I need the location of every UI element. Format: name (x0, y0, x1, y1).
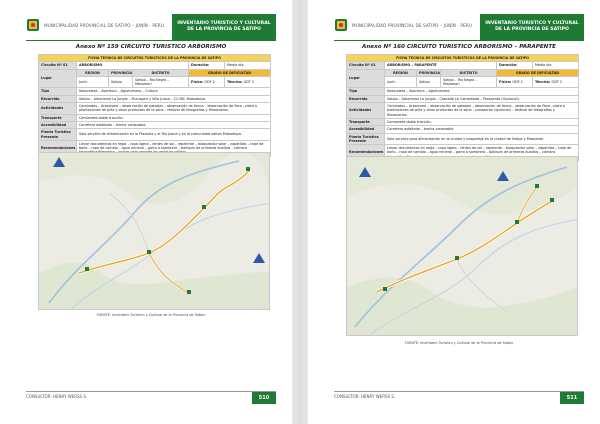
consultant-credit: CONSULTOR: HENRY WERSS S. (26, 394, 88, 399)
technical-label: Técnica: (535, 80, 551, 85)
accessibility-label: Accesibilidad (347, 126, 385, 133)
circuit-sheet-table (38, 54, 271, 157)
circuit-number-label: Circuito Nº 01 (347, 62, 385, 69)
page-number: 510 (252, 392, 276, 404)
municipality-name: MUNICIPALIDAD PROVINCIAL DE SATIPO – JUNÍN - PERU (44, 23, 164, 28)
recommendations-label: Recomendaciones (347, 145, 385, 161)
map-marker-icon (515, 220, 519, 224)
header-title-box (480, 14, 584, 40)
district-header: DISTRITO (441, 69, 497, 76)
circuit-name: ARBORISMO (77, 62, 189, 69)
physical-label: Física: (499, 80, 512, 85)
activities-value: Caminatas – Arborismo – observación de paisajes – observación de fauna – observación de flora –visita a plantaciones de piña y otros productos de la zona – parapente (opcional) – festival de fotografías y filmaciones. (385, 103, 579, 119)
transport-value: Camioneta doble tracción. (385, 118, 579, 125)
route-value: Satipo – Arborismo La Jungla – Pucusgari y Villa Juana – CC.NN. Matsatsiya. (77, 95, 271, 102)
recommendations-value: Llevar documentos en regla – ropa ligera – lentes de sol – repelente – bloqueador solar – zapatillas – traje de baño – ropa de cambio – agua mineral – gorro o sombrero – botiquín de primeros auxilios – cámara (77, 140, 271, 156)
page-header (334, 14, 584, 40)
map-marker-icon (187, 290, 191, 294)
type-label: Tipo (347, 88, 385, 95)
map-marker-icon (535, 184, 539, 188)
activities-label: Actividades (39, 103, 77, 115)
type-label: Tipo (39, 88, 77, 95)
header-divider (334, 40, 584, 41)
circuit-name: ARBORISMO – PARAPENTE (385, 62, 497, 69)
route-label: Recorrido (39, 95, 77, 102)
accessibility-value: Carretera asfaltada – trocha carrozable. (385, 126, 579, 133)
duration-label: Duración: (497, 62, 533, 69)
province-header: PROVINCIA (417, 69, 441, 76)
physical-label: Física: (191, 80, 204, 85)
transport-label: Transporte (39, 114, 77, 121)
technical-label: Técnica: (227, 80, 243, 85)
annex-title: Anexo Nº 159 CIRCUITO TURISTICO ARBORISMO (75, 44, 227, 50)
route-label: Recorrido (347, 95, 385, 102)
annex-title: Anexo Nº 160 CIRCUITO TURISTICO ARBORISMO – PARAPENTE (361, 44, 556, 50)
map-marker-icon (383, 287, 387, 291)
recommendations-value: Llevar documentos en regla – ropa ligera – lentes de sol – repelente – bloqueador solar – zapatillas – traje de baño – ropa de cambio – agua mineral – gorro o sombrero – botiquín de primeros auxilios – cámara (385, 145, 579, 161)
tourist-plant-value: Solo servicio de alimentación en la Plazuela y el Río Juana y en la comunidad nativa Matsatsiya. (77, 129, 271, 141)
footer-divider (334, 391, 584, 392)
sheet-caption: FICHA TECNICA DE CIRCUITOS TURISTICOS DE LA PROVINCIA DE SATIPO (347, 55, 579, 62)
header-title-box (172, 14, 276, 40)
province-value: Satipo (417, 76, 441, 88)
technical-value: GDT 2 (243, 80, 255, 85)
district-header: DISTRITO (133, 69, 189, 76)
tourist-plant-label: Planta Turística Presente (39, 129, 77, 141)
difficulty-header: GRADO DE DIFICULTAD (497, 69, 579, 76)
sheet-caption: FICHA TECNICA DE CIRCUITOS TURISTICOS DE LA PROVINCIA DE SATIPO (39, 55, 271, 62)
map-marker-icon (202, 205, 206, 209)
recommendations-label: Recomendaciones (39, 140, 77, 156)
place-label: Lugar (347, 69, 385, 88)
map-marker-icon (85, 267, 89, 271)
technical-value: GDT 2 (551, 80, 563, 85)
place-label: Lugar (39, 69, 77, 88)
type-value: Naturaleza – Aventura – Agroturismo – Cultura (77, 88, 271, 95)
circuit-number-label: Circuito Nº 01 (39, 62, 77, 69)
physical-value: GDF 2 (204, 80, 215, 85)
type-value: Naturaleza – Aventura – Agroturismo. (385, 88, 579, 95)
map-caption: FUENTE: Inventario Turístico y Cultural de la Provincia de Satipo (96, 313, 206, 317)
municipality-logo-icon (26, 18, 40, 32)
map-marker-icon (550, 198, 554, 202)
header-divider (26, 40, 276, 41)
difficulty-header: GRADO DE DIFICULTAD (189, 69, 271, 76)
page-511 (308, 0, 600, 424)
duration-label: Duración: (189, 62, 225, 69)
municipality-logo-icon (334, 18, 348, 32)
tourist-plant-value: Solo servicio para alimentación en la ciudad y hospedaje en la ciudad de Satipo y Mazamari. (385, 133, 579, 145)
page-gutter (292, 0, 308, 424)
province-header: PROVINCIA (109, 69, 133, 76)
map-marker-icon (455, 256, 459, 260)
accessibility-label: Accesibilidad (39, 121, 77, 128)
map-marker-icon (147, 250, 151, 254)
duration-value: Medio día (225, 62, 271, 69)
duration-value: Medio día (533, 62, 579, 69)
region-value: Junín (385, 76, 417, 88)
map-marker-icon (246, 167, 250, 171)
accessibility-value: Carretera asfaltada – trocha carrozable. (77, 121, 271, 128)
header-title-line1: INVENTARIO TURISTICO Y CULTURAL (177, 21, 271, 26)
province-value: Satipo (109, 76, 133, 88)
activities-value: Caminatas – Arborismo – observación de paisajes – observación de fauna – observación de flora –visita a plantaciones de piña y otros productos de la zona – festival de fotografías y filmaciones. (77, 103, 271, 115)
district-value: Satipo – Río Negro – Mazamari (441, 76, 497, 88)
district-value: Satipo – Río Negro – Mazamari (133, 76, 189, 88)
region-header: REGION (77, 69, 109, 76)
circuit-sheet-table (346, 54, 579, 161)
physical-value: GDF 2 (512, 80, 523, 85)
municipality-name: MUNICIPALIDAD PROVINCIAL DE SATIPO – JUNÍN - PERU (352, 23, 472, 28)
route-map (346, 156, 578, 336)
region-header: REGION (385, 69, 417, 76)
header-title-line2: DE LA PROVINCIA DE SATIPO (187, 27, 261, 32)
region-value: Junín (77, 76, 109, 88)
page-header (26, 14, 276, 40)
activities-label: Actividades (347, 103, 385, 119)
page-510 (0, 0, 292, 424)
footer-divider (26, 391, 276, 392)
header-title-line2: DE LA PROVINCIA DE SATIPO (495, 27, 569, 32)
transport-label: Transporte (347, 118, 385, 125)
tourist-plant-label: Planta Turística Presente (347, 133, 385, 145)
transport-value: Camioneta doble tracción. (77, 114, 271, 121)
header-title-line1: INVENTARIO TURISTICO Y CULTURAL (485, 21, 579, 26)
route-map (38, 152, 270, 310)
route-value: Satipo – Arborismo La Jungla – Cascada La Comediada – Parapente (Opcional). (385, 95, 579, 102)
map-caption: FUENTE: Inventario Turístico y Cultural de la Provincia de Satipo (404, 341, 514, 345)
page-number: 511 (560, 392, 584, 404)
consultant-credit: CONSULTOR: HENRY WERSS S. (334, 394, 396, 399)
